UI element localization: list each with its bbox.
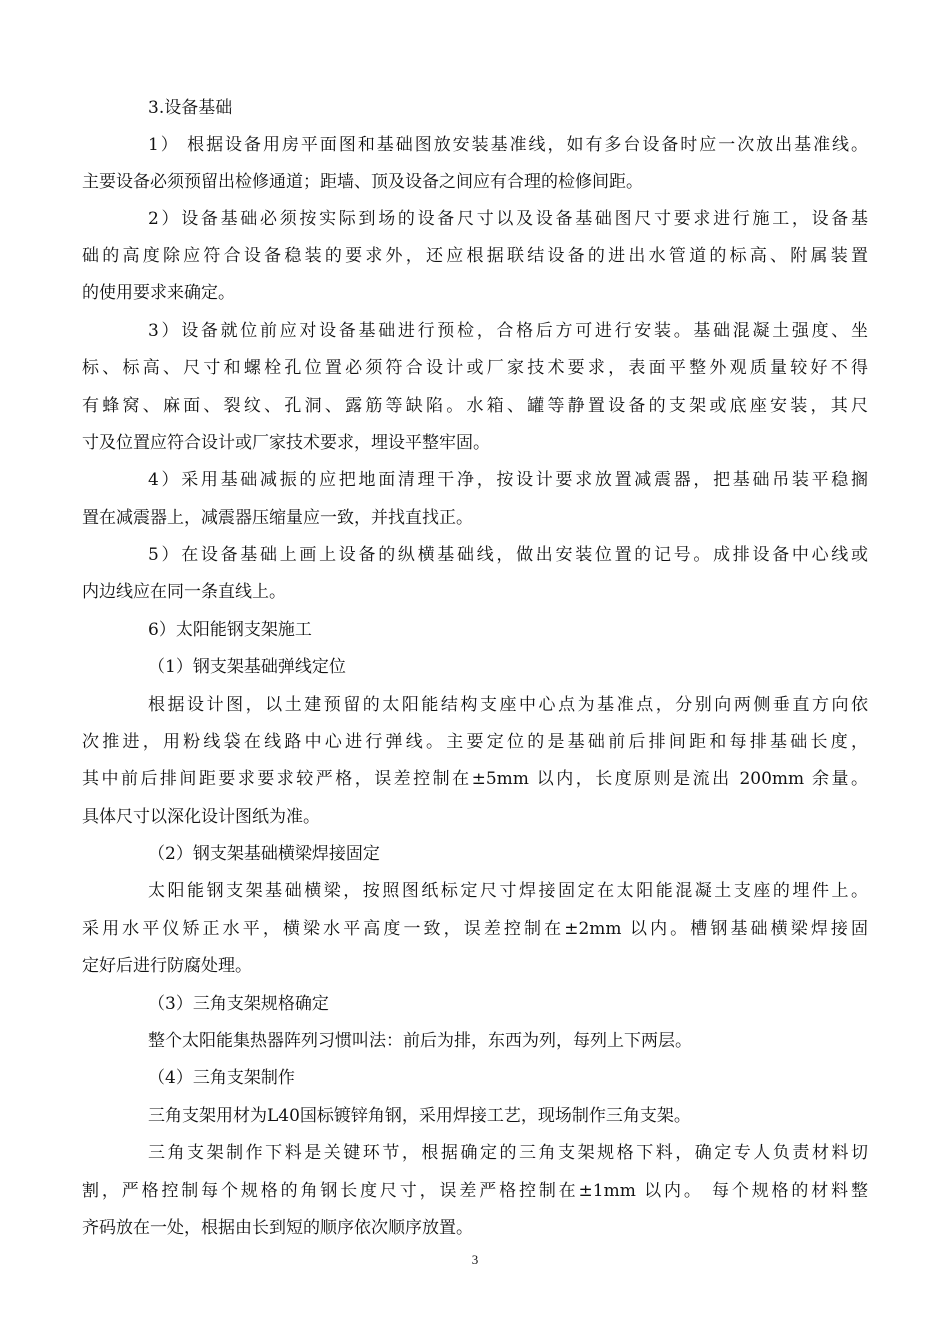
paragraph-line: 具体尺寸以深化设计图纸为准。 [82, 807, 320, 827]
paragraph-line: 采用水平仪矫正水平，横梁水平高度一致，误差控制在±2mm 以内。槽钢基础横梁焊接固 [82, 919, 868, 939]
paragraph-line: 2）设备基础必须按实际到场的设备尺寸以及设备基础图尺寸要求进行施工，设备基 [148, 209, 868, 229]
paragraph-line: 内边线应在同一条直线上。 [82, 582, 286, 602]
paragraph-line: 根据设计图，以土建预留的太阳能结构支座中心点为基准点，分别向两侧垂直方向依 [148, 695, 868, 715]
paragraph-line: 定好后进行防腐处理。 [82, 956, 252, 976]
paragraph-line: 齐码放在一处，根据由长到短的顺序依次顺序放置。 [82, 1218, 473, 1238]
paragraph-line: 次推进，用粉线袋在线路中心进行弹线。主要定位的是基础前后排间距和每排基础长度， [82, 732, 868, 752]
page-number: 3 [471, 1252, 479, 1267]
paragraph-line: 础的高度除应符合设备稳装的要求外，还应根据联结设备的进出水管道的标高、附属装置 [82, 246, 868, 266]
paragraph-line: 置在减震器上，减震器压缩量应一致，并找直找正。 [82, 508, 473, 528]
paragraph-line: 其中前后排间距要求要求较严格，误差控制在±5mm 以内，长度原则是流出 200mm 余量。 [82, 769, 868, 789]
section-heading: 3.设备基础 [148, 98, 233, 118]
paragraph-line: 4）采用基础减振的应把地面清理干净，按设计要求放置减震器，把基础吊装平稳搁 [148, 470, 868, 490]
subsection-title: （2）钢支架基础横梁焊接固定 [148, 844, 380, 864]
paragraph-line: 的使用要求来确定。 [82, 283, 235, 303]
subsection-heading: 6）太阳能钢支架施工 [148, 620, 312, 640]
paragraph-line: 主要设备必须预留出检修通道；距墙、顶及设备之间应有合理的检修间距。 [82, 172, 643, 192]
subsection-title: （1）钢支架基础弹线定位 [148, 657, 346, 677]
paragraph-line: 有蜂窝、麻面、裂纹、孔洞、露筋等缺陷。水箱、罐等静置设备的支架或底座安装，其尺 [82, 396, 868, 416]
paragraph-line: 割，严格控制每个规格的角钢长度尺寸，误差严格控制在±1mm 以内。 每个规格的材料整 [82, 1181, 868, 1201]
paragraph-line: 标、标高、尺寸和螺栓孔位置必须符合设计或厂家技术要求，表面平整外观质量较好不得 [82, 358, 868, 378]
paragraph-line: 5）在设备基础上画上设备的纵横基础线，做出安装位置的记号。成排设备中心线或 [148, 545, 868, 565]
paragraph-line: 三角支架用材为L40国标镀锌角钢，采用焊接工艺，现场制作三角支架。 [148, 1106, 691, 1126]
subsection-title: （3）三角支架规格确定 [148, 994, 329, 1014]
paragraph-line: 3）设备就位前应对设备基础进行预检，合格后方可进行安装。基础混凝土强度、坐 [148, 321, 868, 341]
paragraph-line: 1） 根据设备用房平面图和基础图放安装基准线，如有多台设备时应一次放出基准线。 [148, 135, 868, 155]
paragraph-line: 太阳能钢支架基础横梁，按照图纸标定尺寸焊接固定在太阳能混凝土支座的埋件上。 [148, 881, 868, 901]
paragraph-line: 寸及位置应符合设计或厂家技术要求，埋设平整牢固。 [82, 433, 490, 453]
paragraph-line: 三角支架制作下料是关键环节，根据确定的三角支架规格下料，确定专人负责材料切 [148, 1143, 868, 1163]
paragraph-line: 整个太阳能集热器阵列习惯叫法：前后为排，东西为列，每列上下两层。 [148, 1031, 692, 1051]
subsection-title: （4）三角支架制作 [148, 1068, 295, 1088]
